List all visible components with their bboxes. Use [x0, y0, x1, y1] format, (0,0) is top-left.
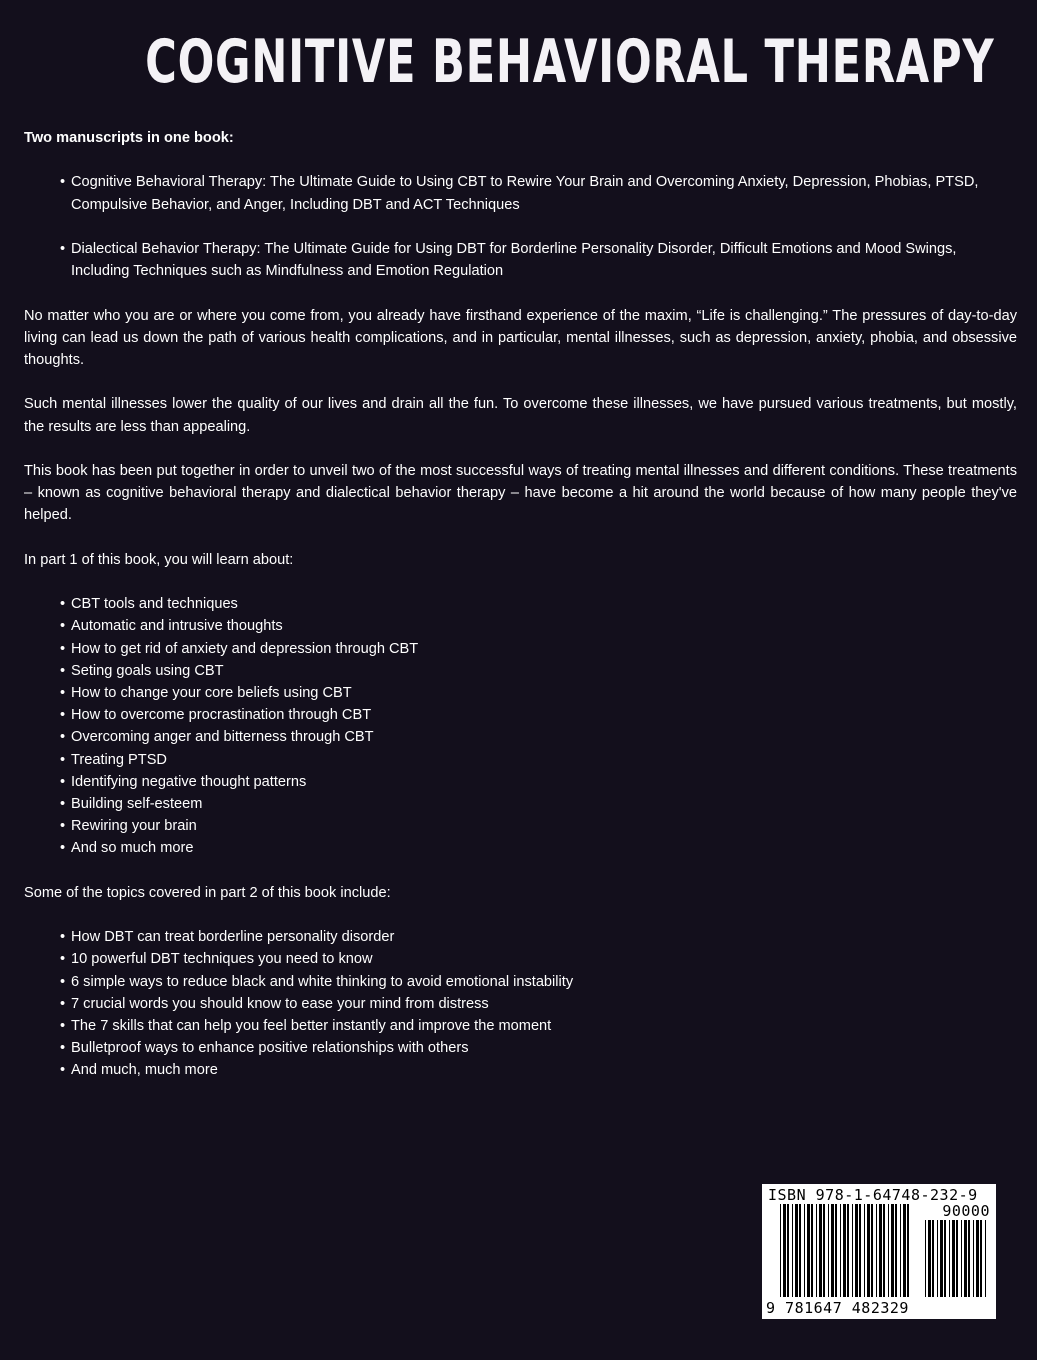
barcode-bar	[795, 1204, 798, 1297]
barcode-bar	[840, 1204, 841, 1297]
paragraph: This book has been put together in order to unveil two of the most successful ways of treating mental illnesses and different conditions. These treatments – known as cognitive behavioral therapy and dialectical behavior therapy – have become a hit around the world because of how many people they've helped.	[24, 462, 1017, 524]
isbn-number: ISBN 978-1-64748-232-9	[768, 1186, 978, 1204]
list-item: • The 7 skills that can help you feel better instantly and improve the moment	[71, 1015, 1017, 1037]
barcode-bar	[900, 1204, 901, 1297]
barcode-bar	[949, 1220, 950, 1297]
paragraph: No matter who you are or where you come from, you already have firsthand experience of the maxim, “Life is challenging.” The pressures of day-to-day living can lead us down the path of various health complications, and in particular, mental illnesses, such as depression, anxiety, phobia, and obsessive thoughts.	[24, 307, 1017, 368]
list-item: • Identifying negative thought patterns	[71, 771, 1017, 793]
barcode-bar	[928, 1220, 931, 1297]
barcode-bar	[804, 1204, 805, 1297]
barcode-bar	[828, 1204, 829, 1297]
barcode-bar	[903, 1204, 906, 1297]
manuscript-item: • Dialectical Behavior Therapy: The Ultimate Guide for Using DBT for Borderline Personality Disorder, Difficult Emotions and Mood Swings, Including Techniques such as Mindfulness and Emotion Regulation	[71, 238, 1017, 282]
list-item: • 7 crucial words you should know to ease your mind from distress	[71, 993, 1017, 1015]
back-cover-description	[24, 127, 1017, 1104]
barcode-bar	[780, 1204, 781, 1297]
list-item: • And much, much more	[71, 1059, 1017, 1081]
list-item: • Rewiring your brain	[71, 815, 1017, 837]
barcode-bar	[864, 1204, 865, 1297]
barcode-bar	[964, 1220, 967, 1297]
barcode-bar	[932, 1220, 934, 1297]
list-item: • And so much more	[71, 837, 1017, 859]
barcode-bar	[787, 1204, 789, 1297]
barcode-bar	[847, 1204, 849, 1297]
barcode-bar	[799, 1204, 801, 1297]
ean-digits: 9 781647 482329	[766, 1299, 909, 1317]
barcode-bar	[843, 1204, 846, 1297]
barcode-bar	[852, 1204, 853, 1297]
barcode-bar	[831, 1204, 834, 1297]
list-item: • Overcoming anger and bitterness through CBT	[71, 726, 1017, 748]
barcode-bar	[895, 1204, 897, 1297]
barcode-bar	[980, 1220, 982, 1297]
intro-line: Two manuscripts in one book:	[24, 130, 234, 146]
barcode-bar	[867, 1204, 870, 1297]
part2-topic-list	[24, 926, 1017, 1081]
list-item: • Treating PTSD	[71, 749, 1017, 771]
barcode-bar	[859, 1204, 861, 1297]
price-addon-digits: 90000	[942, 1202, 990, 1220]
list-item: • 10 powerful DBT techniques you need to know	[71, 948, 1017, 970]
list-item: • How to overcome procrastination through CBT	[71, 704, 1017, 726]
cover-title: COGNITIVE BEHAVIORAL THERAPY	[145, 27, 995, 97]
barcode-bar	[976, 1220, 979, 1297]
barcode-bar	[985, 1220, 986, 1297]
barcode-bar	[940, 1220, 943, 1297]
barcode-bar	[907, 1204, 909, 1297]
barcode-bar	[925, 1220, 926, 1297]
manuscript-list	[24, 171, 1017, 282]
barcode-bar	[792, 1204, 793, 1297]
part1-topic-list	[24, 593, 1017, 859]
barcode-bar	[883, 1204, 885, 1297]
barcode-bar	[876, 1204, 877, 1297]
barcode-bar	[937, 1220, 938, 1297]
barcode-bar	[835, 1204, 837, 1297]
barcode-bar	[944, 1220, 946, 1297]
barcode-bar	[968, 1220, 970, 1297]
list-item: • Automatic and intrusive thoughts	[71, 615, 1017, 637]
barcode-bar	[819, 1204, 822, 1297]
list-item: • Seting goals using CBT	[71, 660, 1017, 682]
paragraph: Such mental illnesses lower the quality of our lives and drain all the fun. To overcome these illnesses, we have pursued various treatments, but mostly, the results are less than appealing.	[24, 396, 1017, 435]
isbn-barcode	[762, 1184, 996, 1319]
manuscript-item: • Cognitive Behavioral Therapy: The Ultimate Guide to Using CBT to Rewire Your Brain and Overcoming Anxiety, Depression, Phobias, PTSD, Compulsive Behavior, and Anger, Including DBT and ACT Techniques	[71, 171, 1017, 215]
barcode-bar	[823, 1204, 825, 1297]
barcode-bar	[952, 1220, 955, 1297]
barcode-bar	[879, 1204, 882, 1297]
barcode-bar	[891, 1204, 894, 1297]
barcode-bar	[807, 1204, 810, 1297]
barcode-bar	[973, 1220, 974, 1297]
list-item: • Bulletproof ways to enhance positive relationships with others	[71, 1037, 1017, 1059]
list-item: • How to get rid of anxiety and depression through CBT	[71, 638, 1017, 660]
barcode-bar	[783, 1204, 786, 1297]
list-item: • How DBT can treat borderline personality disorder	[71, 926, 1017, 948]
part1-heading: In part 1 of this book, you will learn about:	[24, 551, 294, 568]
barcode-bar	[961, 1220, 962, 1297]
barcode-bar	[888, 1204, 889, 1297]
barcode-bar	[956, 1220, 958, 1297]
barcode-bar	[816, 1204, 817, 1297]
barcode-bar	[871, 1204, 873, 1297]
list-item: • How to change your core beliefs using CBT	[71, 682, 1017, 704]
barcode-bar	[855, 1204, 858, 1297]
list-item: • CBT tools and techniques	[71, 593, 1017, 615]
part2-heading: Some of the topics covered in part 2 of this book include:	[24, 884, 391, 901]
barcode-bar	[811, 1204, 813, 1297]
list-item: • 6 simple ways to reduce black and white thinking to avoid emotional instability	[71, 971, 1017, 993]
list-item: • Building self-esteem	[71, 793, 1017, 815]
